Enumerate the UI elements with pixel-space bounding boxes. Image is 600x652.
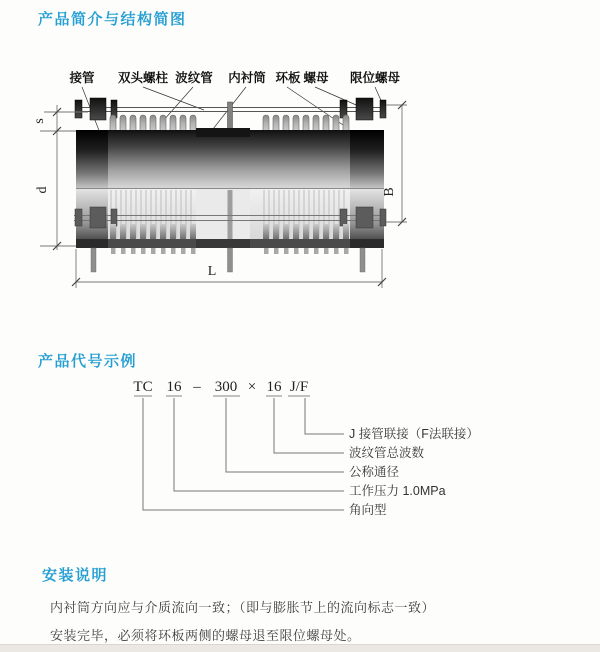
anno-connection: J 接管联接（F法联接） bbox=[349, 427, 479, 441]
anno-type: 角向型 bbox=[349, 503, 387, 517]
structure-diagram bbox=[30, 60, 450, 310]
install-line-2: 安装完毕，必须将环板两侧的螺母退至限位螺母处。 bbox=[50, 628, 361, 643]
code-part-times: × bbox=[247, 379, 257, 395]
code-connector-lines bbox=[143, 398, 344, 510]
code-annotations bbox=[349, 426, 479, 517]
label-stud-bolt: 双头螺柱 bbox=[117, 71, 169, 85]
anno-waves: 波纹管总波数 bbox=[349, 446, 425, 460]
dim-B: B bbox=[382, 187, 397, 197]
label-ring-plate: 环板 bbox=[275, 71, 301, 85]
label-limit-nut: 限位螺母 bbox=[349, 71, 401, 85]
label-inner-liner: 内衬筒 bbox=[228, 71, 266, 85]
dim-s: s bbox=[32, 118, 47, 124]
dim-d: d bbox=[35, 186, 50, 194]
code-parts bbox=[133, 379, 308, 395]
install-line-1: 内衬筒方向应与介质流向一致；（即与膨胀节上的流向标志一致） bbox=[50, 600, 436, 615]
code-part-connection: J/F bbox=[289, 379, 309, 395]
center-stud-lower bbox=[228, 190, 233, 245]
page-bottom-edge bbox=[0, 644, 600, 652]
code-example-figure bbox=[0, 375, 600, 535]
body-upper bbox=[76, 128, 384, 188]
center-stud-top bbox=[228, 102, 233, 130]
code-part-waves: 16 bbox=[266, 379, 282, 395]
code-part-type: TC bbox=[133, 379, 153, 395]
code-part-dash: – bbox=[193, 379, 201, 395]
section-title-intro: 产品简介与结构简图 bbox=[38, 11, 187, 28]
code-part-diameter: 300 bbox=[214, 379, 238, 395]
label-nut: 螺母 bbox=[303, 71, 329, 85]
bottom-band bbox=[76, 239, 384, 248]
code-part-pressure: 16 bbox=[166, 379, 182, 395]
section-title-install: 安装说明 bbox=[42, 567, 109, 584]
inner-liner-band bbox=[196, 128, 250, 137]
anno-pressure: 工作压力 1.0MPa bbox=[349, 484, 446, 498]
end-pipe-right bbox=[350, 130, 384, 188]
label-connecting-pipe: 接管 bbox=[69, 71, 95, 85]
anno-diameter: 公称通径 bbox=[349, 465, 400, 479]
label-bellows: 波纹管 bbox=[175, 71, 213, 85]
end-pipe-left bbox=[76, 130, 108, 188]
part-labels bbox=[68, 70, 400, 85]
section-title-code: 产品代号示例 bbox=[38, 353, 138, 370]
dim-L: L bbox=[207, 264, 217, 279]
